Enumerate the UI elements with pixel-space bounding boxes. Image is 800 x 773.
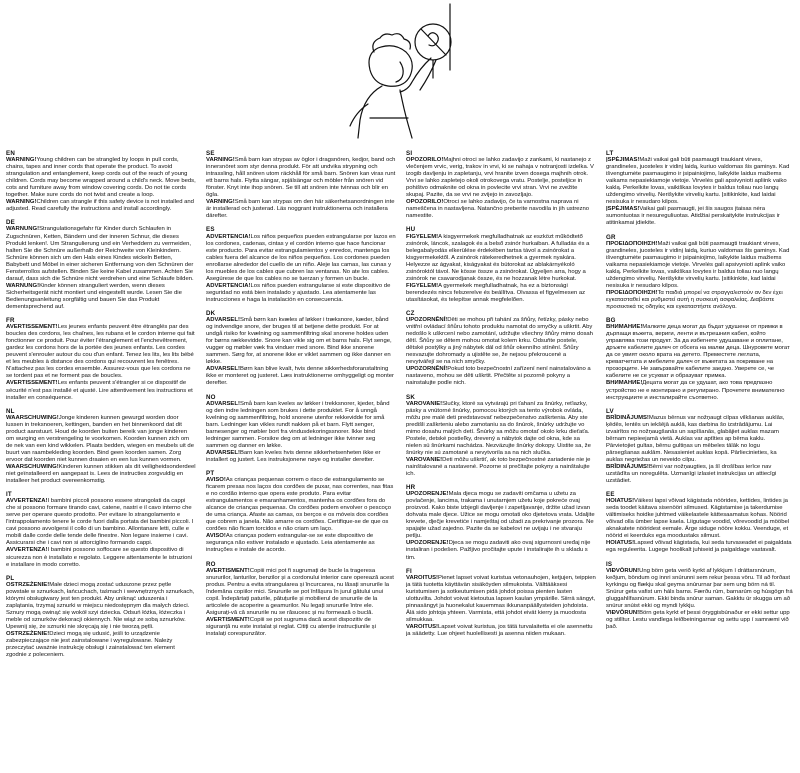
warning-text: Børn kan blive kvalt, hvis denne sikkerhedsforanstaltning ikke er monteret og justeret. Læs instruktionerne omhyggeligt og monter derefter. [206, 366, 394, 387]
warning-paragraph [6, 547, 196, 568]
warning-text: As crianças podem estrangular-se se este dispositivo de segurança não estiver instalado e ajustado. Leia atentamente as instruções e instale de acordo. [206, 533, 375, 554]
warning-keyword: VARNING! [206, 199, 235, 206]
language-code: SI [406, 150, 413, 157]
warning-keyword: AVISO! [206, 533, 226, 540]
language-code: LT [606, 150, 614, 157]
warning-text: Maži vaikai gali būti pasmaugti traukiant virves, grandineles, juosteles ir vidinį laidą, kuriuo valdomas šis gaminys. Kad išvengtumėte pasmaugimo ir įsipainiojimo, laikykite laidus mažiems vaikams nepasiekiamoje vietoje. Virvelės gali apsivynioti apliink vaiko kaklą. Perkelkite lovas, vaikiškas lovytes ir baldus toliau nuo langų uždengimo virvelių. Nerišykite virvelių kartu. Įsitikinkite, kad laidai nesisuka ir nesudaro kilpos. [606, 157, 790, 206]
warning-keyword: HOIATUS! [606, 540, 635, 547]
warning-text: I bambini piccoli possono essere strangolati da cappi che si possono formare tirando cavi, catene, nastri e il cavo interno che serve per operare questo prodotto. Per evitare lo strangolamento e l'intrappolamento tenere le corde fuori dalla portata dei bambini piccoli. I cavi possono avvolgersi il collo di un bambino. Allontanare letti, culle e mobili dalle corde delle tende delle finestre. Non legare insieme i cavi. Assicurarsi che i cavi non si attorciglino formando cappi. [6, 498, 194, 547]
warning-keyword: ADVARSEL! [206, 317, 240, 324]
language-code: RO [206, 560, 216, 568]
warning-paragraph [6, 324, 196, 380]
language-section [406, 568, 596, 638]
language-code: NO [206, 393, 216, 401]
warning-paragraph [206, 401, 396, 450]
language-code: HR [406, 484, 416, 492]
warning-keyword: UPOZORENJE! [406, 540, 449, 547]
warning-paragraph [406, 283, 596, 304]
language-code: HU [406, 226, 416, 234]
language-code: BG [606, 317, 616, 325]
warning-keyword: OSTRZEŻENIE! [6, 631, 50, 637]
language-code: CZ [406, 309, 415, 317]
warning-text: Små barn kan strypas om den här säkerhetsanordningen inte är installerad och justerad. Läs noggrant instruktionerna och installera därefter. [206, 199, 395, 220]
warning-text: Децата могат да се удушат, ако това предпазно устройство не е монтирано и регулирано. Прочетете внимателно инструкциите и инсталирайте съответно. [606, 380, 785, 401]
warning-text: Börn geta kyrkt ef þessi öryggisbúnaður er ekki settur upp og stilltur. Lestu vandlega leiðbeiningarnar og settu upp í samræmi við það. [606, 609, 790, 630]
warning-keyword: VAROITUS! [406, 623, 438, 630]
text-column [606, 150, 794, 770]
warning-paragraph [206, 283, 396, 304]
warning-paragraph [406, 540, 596, 561]
warning-paragraph [206, 234, 396, 283]
warning-paragraph [6, 199, 196, 213]
warning-paragraph [206, 157, 396, 199]
warning-text: Små barn kan strypas av öglor i dragsnören, kedjor, band och innersnöret som styr denna produkt. För att undvika strypning och intrassling, håll snören utom räckhåll för små barn. Snören kan viras runt ett barns hals. Flytta sängar, spjälsängar och möbler från snören vid fönster. Knyt inte ihop snören. Se till att snören inte tvinnas och blir en ögla. [206, 157, 396, 199]
warning-text: Små barn kan kveles av løkker i trekksnorer, kjeder, bånd og den indre ledningen som brukes i dette produktet. For å unngå kvelning og sammenfiltring, hold snorene utenfor rekkevidde for små barn. Ledninger kan vikles rundt nakken på et barn. Flytt senger, barnesenger og møbler bort fra vindusdekoringssnorer. Ikke bind ledninger sammen. Forsikre deg om at ledninger ikke tvinner seg sammen og danner en løkke. [206, 400, 390, 449]
warning-keyword: BRĪDINĀJUMS! [606, 414, 649, 421]
language-code: FI [406, 567, 412, 575]
language-code: FR [6, 317, 15, 325]
warning-paragraph [6, 380, 196, 401]
warning-text: Maži vaikai gali būti pasmaugti traukiant virves, grandineles, juosteles ir vidinį laidą, kuriuo valdomas šis gaminys. Kad išvengtumėte pasmaugimo ir įsipainiojimo, laikykite laidus mažiems vaikams nepasiekiamoje vietoje. Virvelės gali apsivynioti aplink vaiko kaklą. Perkelkite lovas, vaikiškas lovytes ir baldus toliau nuo langų uždengimo virvelių. Nerišykite virvelių kartu. Įsitikinkite, kad laidai nesisuka ir nesudaro kilpos. [606, 240, 790, 289]
language-code: IS [606, 560, 613, 568]
language-section [606, 561, 794, 631]
warning-paragraph [406, 457, 596, 478]
language-section [406, 226, 596, 304]
warning-text: Strangulationsgefahr für Kinder durch Schlaufen in Zugschnüren, Ketten, Bändern und der inneren Schnur, die dieses Produkt lenken!. Um Strangulierung und ein Verheddern zu vermeiden, halten Sie die Schnüre außerhalb der Reichweite von Kleinkindern. Schnüre können sich um den Hals eines Kindes wickeln Betten, Babybett und Möbel in einer sicheren Entfernung von den Schnüren der Fensterrollos aufstellen. Binden Sie keine Kabel zusammen. Achten Sie darauf, dass sich die Schnüre nicht verdrehen und eine Schlaufe bilden. [6, 226, 194, 282]
warning-keyword: OSTRZEŻENIE! [6, 581, 50, 588]
warning-text: Vaikai gali pasmaugti, jei šis saugos įtaisas nėra sumontuotas ir nesureguliuotas. Atidžiai perskaitykite instrukcijas ir atitinkamai įdiekite. [606, 206, 780, 227]
warning-text: Lapsed võivad kägistada, kui seda turvaseadet ei paigaldata ega reguleerita. Lugege hoolikalt juhiseid ja paigaldage vastavalt. [606, 540, 792, 554]
language-section [206, 394, 396, 464]
language-section [406, 310, 596, 388]
warning-text: A kisgyermekek megfulladhatnak az eszközt működtető zsinórok, láncok, szalagok és a belső zsinór hurkaiban. A fulladás és a belegabalyodás elkerülése érdekében tartsa távol a zsinórokat a kisgyermekektől. A zsinórok rátekeredhetnek a gyermek nyakára. Helyezze az ágyakat, kiságyakat és bútorokat az ablakárnyékoló zsinóroktól távol. Ne kösse össze a zsinórokat. Ügyeljen arra, hogy a zsinórok ne csavarodjanak össze, és ne hozzanak létre hurkokat. [406, 233, 590, 282]
warning-keyword: WARNING! [6, 199, 37, 206]
warning-paragraph [606, 540, 794, 554]
warning-text: Малките деца могат да бъдат удушени от примки в дърпащи въжета, вериги, ленти и вътрешния кабел, който управлява този продукт. За да избегнете удушаване и оплитане, дръжте кабелите далеч от обсега на малки деца. Шнуровете могат да се увият около врата на детето. Преместете леглата, креватчетата и мебелите далеч от въжетата за покриване на прозорците. Не завързвайте кабелите заедно. Уверете се, че кабелите не се усукват и образуват примка. [606, 324, 790, 380]
warning-paragraph [6, 226, 196, 282]
warning-text: Copiii se pot sugruma dacă acest dispozitiv de siguranță nu este instalat și reglat. Citiți cu atenție instrucțiunile și instalați corespunzător. [206, 616, 376, 637]
warning-keyword: WARNUNG! [6, 226, 40, 233]
warning-paragraph [606, 290, 794, 311]
warning-keyword: VIÐVÖRUN! [606, 567, 640, 574]
warning-text: I bambini possono soffocare se questo dispositivo di sicurezza non è installato e regolato. Leggere attentamente le istruzioni e installare in modo corretto. [6, 547, 192, 568]
language-section [6, 575, 196, 660]
warning-text: Ung börn geta verið kyrkt af lykkjum í dráttarsnúrum, keðjum, böndum og innri snúrunni sem rekur þessa vöru. Til að forðast kyrkingu og flækju skal geyma snúrurnar þar sem ung börn ná til. Snúrur geta vafist um háls barns. Færðu rúm, barnarúm og húsgögn frá gluggahlífasnúrum. Ekki binda snúrur saman. Gakktu úr skugga um að snúrur snúist ekki og myndi lykkju. [606, 567, 793, 609]
warning-keyword: AVISO! [206, 477, 226, 484]
warning-paragraph [406, 157, 596, 199]
warning-keyword: UPOZORNĚNÍ! [406, 366, 448, 373]
language-section [6, 408, 196, 486]
warning-keyword: ADVARSEL! [206, 449, 240, 456]
warning-paragraph [406, 234, 596, 283]
warning-text: Kinderen kunnen stikken als dit veiligheidsonderdeel niet geïnstalleerd en aangepast is. Lees de instructies zorgvuldig en installeer het product overeenkomstig. [6, 463, 196, 485]
warning-text: Τα παιδιά μπορεί να στραγγαλιστούν αν δεν έχει εγκατασταθεί και ρυθμιστεί αυτή η συσκευή ασφαλείας. Διαβάστε προσεκτικά τις οδηγίες και εγκαταστήστε ανάλογα. [606, 289, 783, 310]
language-section [606, 317, 794, 402]
language-code: NL [6, 407, 15, 415]
language-section [206, 150, 396, 220]
warning-text: Pokud toto bezpečnostní zařízení není nainstalováno a nastaveno, mohou se děti uškrtit. Přečtěte si pozorně pokyny a nainstalujte podle nich. [406, 366, 591, 387]
language-section [606, 150, 794, 228]
warning-paragraph [6, 415, 196, 464]
warning-text: Djeca se mogu zadaviti ako ovaj sigurnosni uređaj nije instaliran i podešen. Pažljivo pročitajte upute i instalirajte ih u skladu s tim. [406, 540, 591, 561]
warning-text: As crianças pequenas correm o risco de estrangulamento se ficarem presas nos laços dos cordões de puxar, nas correntes, nas fitas e no cordão interno que opera este produto. Para evitar estrangulamentos e emaranhamentos, mantenha os cordões fora do alcance de crianças pequenas. Os cordões podem envolver o pescoço de uma criança. Afaste as camas, os berços e os móveis dos cordões que cobrem a janela. Não amarre os cordões. Certifique-se de que os cordões não ficam torcidos e não criam um laço. [206, 477, 394, 533]
warning-paragraph [606, 464, 794, 485]
warning-text: Jonge kinderen kunnen gewurgd worden door lussen in treksnoeren, kettingen, banden en het binnenkoord dat dit product aanstuurt. Houd de koorden buiten bereik van jonge kinderen om wurging en verstrengeling te voorkomen. Koorden kunnen zich om de nek van een kind wikkelen. Plaats bedden, wiegen en meubels uit de buurt van raambekleding koorden. Bind geen koorden samen. Zorg ervoor dat koorden niet kunnen draaien en een lus kunnen vormen. [6, 414, 194, 463]
warning-text: Mazus bērnus var nožņaugt cilpas vilkšanas auklās, ķēdēs, lentēs un iekšējā auklā, kas darbina šo izstrādājumu. Lai izvairītos no nožņaugšanās un sapīšanās, glabājiet auklas mazam bērnam nepieejamā vietā. Auklas var aptīties ap bērna kaklu. Pārvietojiet gultas, bērnu gultiņas un mēbeles tālāk no logu pārsegšanas auklām. Nesasieniet auklas kopā. Pārliecinieties, ka auklas negriežas un neveido cilpu. [606, 414, 785, 463]
language-code: ES [206, 226, 215, 234]
warning-paragraph [606, 157, 794, 206]
warning-paragraph [406, 199, 596, 220]
language-section [206, 470, 396, 555]
warning-text: Young children can be strangled by loops in pull cords, chains, tapes and inner cords that operate the product. To avoid strangulation and entanglement, keep cords out of the reach of young children. Cords may become wrapped around a child's neck. Move beds, cots and furniture away from window covering cords. Do not tie cords together. Make sure cords do not twist and create a loop. [6, 157, 196, 199]
warning-paragraph [606, 415, 794, 464]
warning-keyword: AVVERTENZA! [6, 547, 48, 554]
warning-paragraph [206, 477, 396, 533]
warning-text: Bērni var nožņaugties, ja šī drošības ierīce nav uzstādīta un noregulēta. Uzmanīgi izlasiet instrukcijas un attiecīgi uzstādiet. [606, 463, 777, 485]
warning-keyword: ADVARSEL! [206, 366, 240, 373]
warning-paragraph [206, 533, 396, 554]
warning-text: Lapset voivat kuristua, jos tätä turvalaitetta ei ole asennettu ja säädetty. Lue ohjeet huolellisesti ja asenna niiden mukaan. [406, 623, 593, 637]
warning-paragraph [406, 575, 596, 624]
language-section [6, 150, 196, 213]
warning-text: Barn kan kveles hvis denne sikkerhetsenheten ikke er installert og justert. Les instruksjonene nøye og installer deretter. [206, 449, 381, 463]
warning-paragraph [406, 366, 596, 387]
warning-keyword: ВНИМАНИЕ! [606, 324, 643, 331]
warning-keyword: OPOZORILO! [406, 199, 444, 206]
language-section [406, 150, 596, 220]
warning-keyword: ĮSPĖJIMAS! [606, 157, 640, 164]
warning-keyword: AVERTISMENT! [206, 616, 250, 623]
language-section [206, 226, 396, 304]
warning-keyword: AVERTISSEMENT! [6, 380, 58, 387]
warning-paragraph [206, 450, 396, 464]
warning-text: Kinder können stranguliert werden, wenn dieses Sicherheitsgerät nicht montiert und eingestellt wurde. Lesen Sie die Bedienungsanleitung sorgfältig und bauen Sie das Produkt dementsprechend auf. [6, 282, 182, 310]
warning-text: Les jeunes enfants peuvent être étranglés par des boucles des cordons, les chaînes, les rubans et le cordon interne qui fait fonctionner ce produit. Pour éviter l'étranglement et l'enchevêtrement, gardez les cordons hors de la portée des jeunes enfants. Les cordes peuvent s'enrouler autour du cou d'un enfant. Tenez les lits, les lits bébé et les meubles à distance des cordons qui recouvrent les fenêtres. N'attachez pas les cordes ensemble. Assurez-vous que les cordons ne se tordent pas et ne forment pas de boucles. [6, 324, 195, 380]
warning-paragraph [206, 199, 396, 220]
warning-paragraph [6, 631, 196, 659]
warning-keyword: ΠΡΟΕΙΔΟΠΟΙΗΣΗ! [606, 240, 658, 247]
warning-text: Majhni otroci se lahko zadavijo z zankami, ki nastanejo z vlečenjem vrvic, verig, trakov in vrvi, ki se nahaja v notranjosti izdelka. V izogib davljenju in zapletanju, vrvi hranite izven dosega majhnih otrok. Vrvi se lahko zapletejo okoli otrokovega vratu. Postelje, posteljice in pohištvo odmaknite od okna in povlecite vrvi stran. Vrvi ne zvežite skupaj. Pazite, da se vrvi ne zvijejo in zavozljajo. [406, 157, 594, 199]
warning-text: Los niños pequeños pueden estrangularse por lazos en los cordones, cadenas, cintas y el cordón interno que hace funcionar este producto. Para evitar estrangulamientos y enredos, mantenga los cables fuera del alcance de los niños pequeños. Los cordones pueden enrollarse alrededor del cuello de un niño. Aleje las camas, las cunas y los muebles de los cables que cubren las ventanas. No ate los cables. Asegúrese de que los cables no se tuerzan y formen un bucle. [206, 233, 396, 282]
warning-paragraph [206, 366, 396, 387]
language-section [606, 234, 794, 312]
warning-paragraph [206, 568, 396, 617]
warning-keyword: WARNUNG! [6, 282, 40, 289]
warning-text: Copiii mici pot fi sugrumați de bucle la trageresa snururilor, lanturilor, benzilor și a cordonului interior care operează acest produs. Pentru a evita strangularea și încurcarea, nu lăsați snururile la îndemâna copiilor mici. Snururile se pot înfășura în jurul gâtului unui copil. Îndepărtați paturile, pătuțurile și mobilierul de snururile de la articolele de acoperire a geamurilor. Nu legați snururile între ele. Asigurați-vă că snururile nu se răsucesc și nu formează o buclă. [206, 567, 394, 616]
warning-keyword: ВНИМАНИЕ! [606, 380, 643, 387]
warning-paragraph [6, 498, 196, 547]
language-section [606, 491, 794, 554]
warning-text: Małe dzieci mogą zostać uduszone przez pętle powstałe w sznurkach, łańcuchach, taśmach i wewnętrznych sznurkach, którymi obsługiwany jest ten produkt. Aby uniknąć uduszenia i zaplątania, trzymaj sznurki w miejscu niedostępnym dla małych dzieci. Sznury mogą owinąć się wokół szyi dziecka. Odsuń łóżka, łóżeczka i meble od sznurków dekoracji okiennych. Nie wiąż ze sobą sznurków. Upewnij się, że sznurki nie skręcają się i nie tworzą pętli. [6, 581, 195, 630]
warning-text: Pienet lapset voivat kuristua vetonauhojen, ketjujen, teippien ja tätä tuotetta käyttävän sisäköyden silmukoista. Välttääksesi kuristumisen ja sotkeutumisen pidä johdot poissa pienten lasten ulottuvilta. Johdot voivat kietoutua lapsen kaulan ympärille. Siirrä sängyt, pinnasängyt ja huonekalut kauemmas ikkunanpäällysteiden johdoista. Älä sido johtoja yhteen. Varmista, että johdot eivät kierry ja muodosta silmukkaa. [406, 574, 596, 623]
warning-keyword: AVVERTENZA! [6, 498, 48, 505]
warning-text: Väikesi lapsi võivad kägistada nöörides, kettides, lintides ja seda toodet käitava sisenööri silmused. Kägistamise ja takerdumise vältimiseks hoidke juhtmed väikelastele kättesaamatus kohas. Nöörid võivad olla ümber lapse kaela. Liigutage voodid, võrevoodid ja mööbel aknakatete nööridest eemale. Ärge siduge nööre kokku. Veenduge, et nöörid ei keerduks ega moodustaks silmust. [606, 498, 790, 540]
language-section [6, 219, 196, 311]
warning-paragraph [6, 283, 196, 311]
language-code: PL [6, 574, 15, 582]
language-section [6, 491, 196, 569]
text-column [6, 150, 196, 770]
warning-text: Les enfants peuvent s'étrangler si ce dispositif de sécurité n'est pas installé et ajusté. Lire attentivement les instructions et installer en conséquence. [6, 380, 193, 401]
warning-keyword: AVERTISMENT! [206, 567, 250, 574]
warning-paragraph [606, 206, 794, 227]
language-section [406, 484, 596, 562]
warning-paragraph [606, 568, 794, 610]
language-section [606, 408, 794, 486]
warning-keyword: OPOZORILO! [406, 157, 444, 164]
language-code: PT [206, 469, 215, 477]
warning-keyword: ΠΡΟΕΙΔΟΠΟΙΗΣΗ! [606, 289, 658, 296]
warning-paragraph [606, 498, 794, 540]
warning-keyword: VAROVANIE! [406, 456, 443, 463]
language-section [206, 561, 396, 639]
language-code: DK [206, 309, 216, 317]
warning-keyword: ADVERTENCIA! [206, 233, 251, 240]
warning-text: Slučky, ktoré sa vytvárajú pri ťahaní za šnúrky, reťiazky, pásky a vnútorné šnúrky, pomocou ktorých sa tento výrobok ovláda, môžu pre malé deti predstavovať nebezpečenstvo zaškrtenia. Aby ste predišli zaškrteniu alebo zamotaniu sa do šnúrok, šnúrky udržujte vo mimo dosahu malých detí. Šnúrky sa môžu omotať okolo krku dieťaťa. Postele, detské postieľky, drevený a nábytok dajte od okna, kde sa nielen sú šnúrkami nachádza. Nezväzujte šnúrky dokopy. Uistite sa, že šnúrky nie sú zamotané a nevytvorila sa na nich slučka. [406, 400, 591, 456]
warning-paragraph [6, 157, 196, 199]
warning-paragraph [606, 241, 794, 290]
warning-keyword: HOIATUS! [606, 498, 635, 505]
warning-keyword: VIÐVÖRUN! [606, 609, 640, 616]
warning-paragraph [406, 491, 596, 540]
language-section [206, 310, 396, 388]
text-column [206, 150, 396, 770]
warning-paragraph [406, 401, 596, 457]
language-code: EN [6, 150, 15, 157]
warning-text: Dzieci mogą się udusić, jeśli to urządzenie zabezpieczające nie jest zainstalowane i wyregulowane. Należy przeczytać uważnie instrukcję obsługi i zainstalować ten element zgodnie z poleceniem. [6, 631, 175, 659]
text-column [406, 150, 596, 770]
warning-keyword: FIGYELEM! [406, 233, 439, 240]
warning-text: Deti môžu uškrtiť, ak toto bezpečnostné zariadenie nie je nainštalované a nastavené. Pozorne si prečítajte pokyny a nainštalujte ich. [406, 456, 591, 478]
warning-text: Mala djeca mogu se zadaviti omčama u užetu za povlačenje, lancima, trakama i unutarnjem užetu koje pokreće ovaj proizvod. Kako biste izbjegli davljenje i zapetljavanje, držite užad izvan dohvata male djece. Užice se mogu omotati oko djetetova vrata. Udaljite krevete, dječje krevetiće i namještaj od užadi za prekrivanje prozora. Ne spajajte užad zajedno. Pazite da se kabelovi ne uvijaju i ne stvaraju petlju. [406, 491, 595, 540]
warning-text: Children can strangle if this safety device is not installed and adjusted. Read carefully the instructions and install accordingly. [6, 199, 194, 213]
warning-keyword: WARNING! [6, 157, 37, 164]
warning-paragraph [406, 317, 596, 366]
language-code: DE [6, 219, 15, 227]
warning-paragraph [406, 624, 596, 638]
language-code: GR [606, 233, 616, 241]
warning-paragraph [206, 317, 396, 366]
warning-paragraph [206, 617, 396, 638]
warning-keyword: WAARSCHUWING! [6, 463, 59, 470]
language-code: IT [6, 491, 12, 499]
warning-keyword: FIGYELEM! [406, 282, 439, 289]
warning-keyword: ADVARSEL! [206, 400, 240, 407]
warning-text: A gyermekek megfulladhatnak, ha ez a biztonsági berendezés nincs felszerelve és beállítva. Olvassa el figyelmesen az utasításokat, és telepítse annak megfelelően. [406, 282, 586, 303]
language-section [406, 394, 596, 479]
warning-keyword: WAARSCHUWING! [6, 414, 59, 421]
language-section [6, 317, 196, 402]
warning-text: Små børn kan kvæles af løkker i træksnore, kæder, bånd og indvendige snore, der bruges til at betjene dette produkt. For at undgå risiko for kvælning og sammenfiltring skal snorene holdes uden for børns rækkevidde. Snore kan vikle sig om et barns hals. Flyt senge, vugger og møbler væk fra vinduer med snore. Bind ikke snorene sammen. Sørg for, at snorene ikke er viklet sammen og ikke danner en løkke. [206, 317, 392, 366]
warning-keyword: VAROVANIE! [406, 400, 443, 407]
warning-keyword: VAROITUS! [406, 574, 438, 581]
warning-text: Otroci se lahko zadavijo, če ta varnostna naprava ni nameščena in nastavljena. Natančno preberite navodila in jih ustrezno namestite. [406, 199, 590, 220]
warning-paragraph [606, 610, 794, 631]
warning-keyword: AVERTISSEMENT! [6, 324, 58, 331]
warning-text-columns [6, 150, 794, 770]
warning-keyword: UPOZORENJE! [406, 491, 449, 498]
warning-keyword: ADVERTENCIA! [206, 282, 251, 289]
warning-paragraph [606, 380, 794, 401]
warning-keyword: BRĪDINĀJUMS! [606, 463, 649, 470]
warning-paragraph [6, 582, 196, 631]
warning-text: Los niños pueden estrangularse si este dispositivo de seguridad no está bien instalado y ajustado. Lea atentamente las instrucciones e haga la instalación en consecuencia. [206, 282, 391, 303]
language-code: SK [406, 393, 415, 401]
language-code: SE [206, 150, 215, 157]
warning-paragraph [606, 324, 794, 380]
warning-paragraph [6, 464, 196, 485]
language-code: EE [606, 491, 615, 499]
warning-keyword: UPOZORNĚNÍ! [406, 317, 448, 324]
child-grabbing-cord-prohibited-icon [300, 0, 510, 140]
warning-text: Děti se mohou při tahání za šňůry, řetízky, pásky nebo vnitřní ovládací šňůru tohoto produktu namotat do smyčky a uškrtit. Aby nedošlo k uškrcení nebo zamotání, udržujte všechny šňůry mimo dosah dětí. Šňůry se dětem mohou omotat kolem krku. Odsuňte postele, dětské postýlky a jiný nábytek dál od šňůr okenního stínění. Šňůry nesvazujte dohromady a ujistěte se, že nejsou překroucené a nevytvářejí se na nich smyčky. [406, 317, 593, 366]
warning-keyword: VARNING! [206, 157, 235, 164]
language-code: LV [606, 407, 614, 415]
warning-keyword: ĮSPĖJIMAS! [606, 206, 640, 213]
